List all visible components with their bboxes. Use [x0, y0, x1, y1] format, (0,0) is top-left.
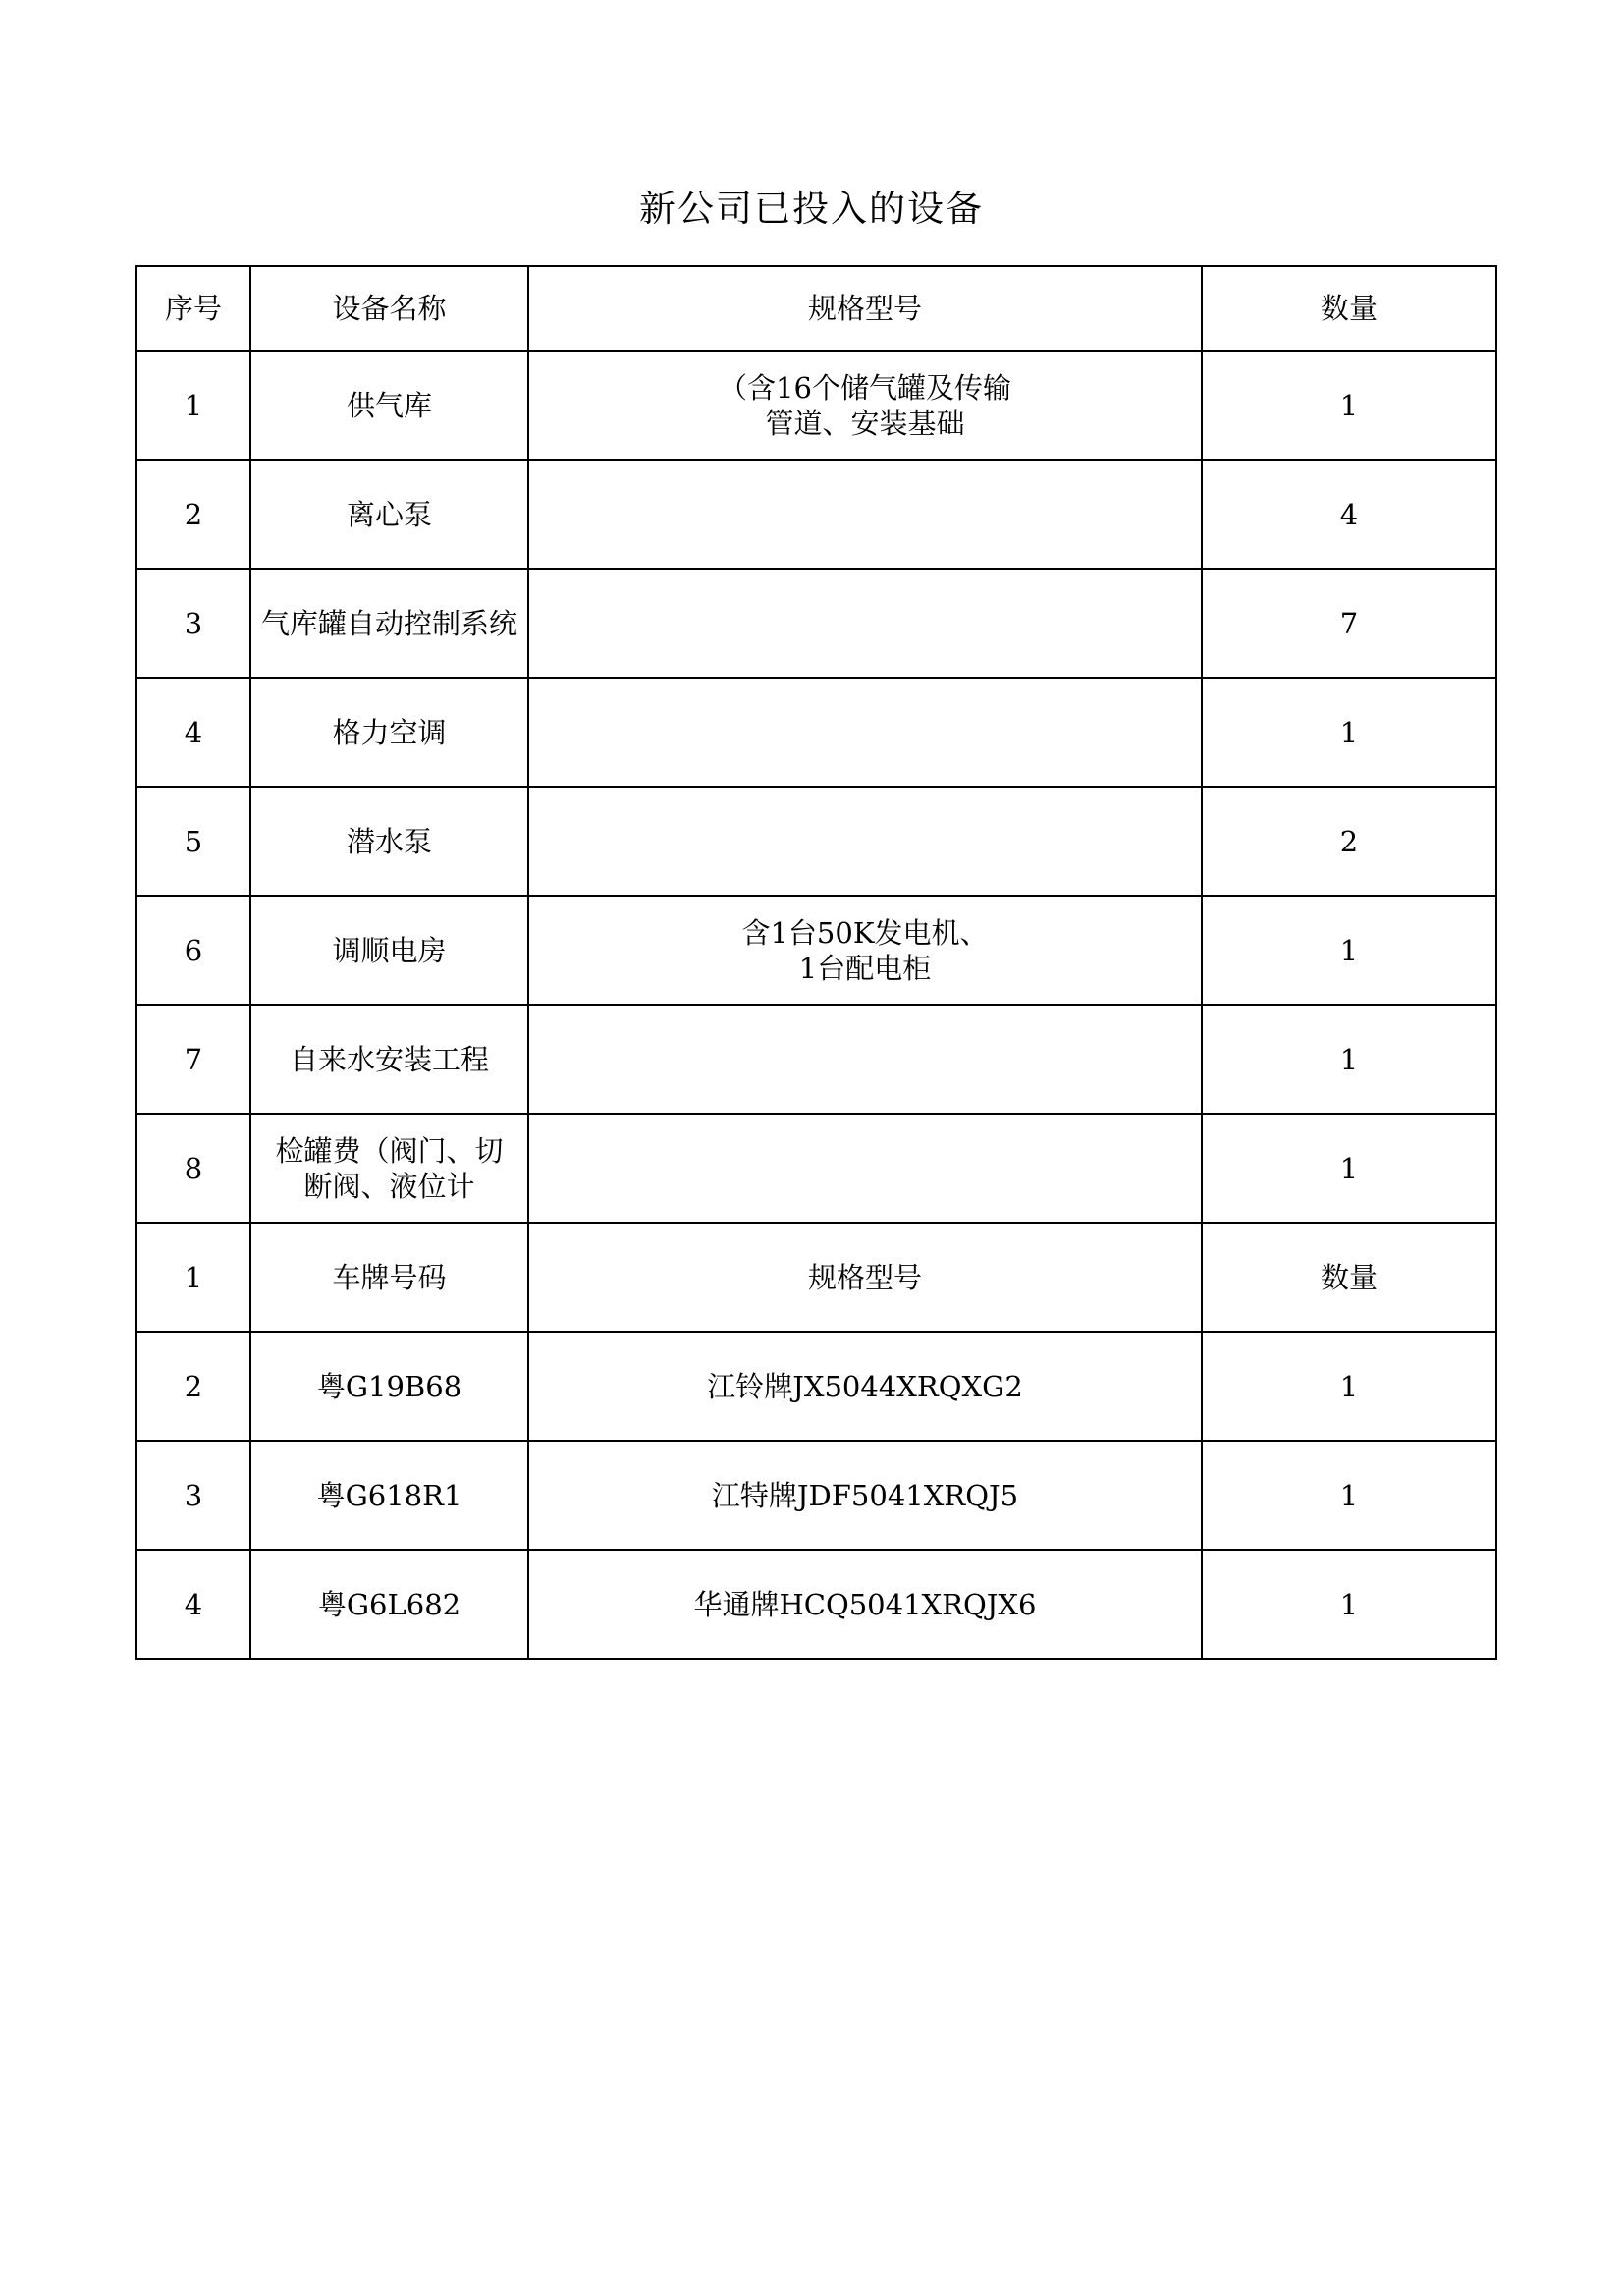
equipment-name-line: 调顺电房: [332, 933, 447, 967]
spec-model-line: 江铃牌JX5044XRQXG2: [707, 1369, 1023, 1403]
spec-model: [528, 1441, 1202, 1550]
table-row: [136, 1441, 1496, 1550]
table-row: [136, 1332, 1496, 1441]
equipment-name: [250, 1332, 528, 1441]
equipment-name: [250, 1005, 528, 1114]
quantity: 1: [1202, 1550, 1496, 1659]
spec-model: [528, 1005, 1202, 1114]
quantity: 7: [1202, 569, 1496, 678]
spec-model: [528, 1114, 1202, 1223]
row-number: 6: [136, 896, 250, 1005]
row-number: 1: [136, 351, 250, 460]
equipment-name: [250, 896, 528, 1005]
equipment-name-line: 自来水安装工程: [289, 1042, 489, 1076]
page-title: 新公司已投入的设备: [639, 188, 984, 230]
equipment-name-line: 格力空调: [332, 715, 447, 749]
table-row: [136, 569, 1496, 678]
header-qty: 数量: [1202, 266, 1496, 351]
equipment-name: [250, 1114, 528, 1223]
quantity: 2: [1202, 787, 1496, 896]
table-row: [136, 678, 1496, 787]
spec-model-line: 管道、安装基础: [765, 406, 965, 440]
row-number: 3: [136, 1441, 250, 1550]
table-row: [136, 1114, 1496, 1223]
table-row: [136, 460, 1496, 569]
table-header-row: [136, 266, 1496, 351]
equipment-name-line: 粤G618R1: [316, 1478, 462, 1512]
row-number: 1: [136, 1223, 250, 1332]
row-number: 2: [136, 460, 250, 569]
equipment-name: [250, 351, 528, 460]
quantity: 1: [1202, 678, 1496, 787]
table-row: [136, 787, 1496, 896]
equipment-table: [135, 265, 1497, 1660]
spec-model: [528, 1550, 1202, 1659]
table-row: [136, 1005, 1496, 1114]
equipment-name: [250, 1223, 528, 1332]
row-number: 2: [136, 1332, 250, 1441]
quantity: 1: [1202, 1332, 1496, 1441]
equipment-name-line: 粤G6L682: [317, 1587, 461, 1621]
spec-model-line: 规格型号: [807, 1260, 922, 1294]
spec-model: [528, 896, 1202, 1005]
spec-model: [528, 460, 1202, 569]
row-number: 8: [136, 1114, 250, 1223]
table-row: [136, 896, 1496, 1005]
equipment-name: [250, 569, 528, 678]
quantity: 4: [1202, 460, 1496, 569]
quantity: 1: [1202, 351, 1496, 460]
row-number: 4: [136, 1550, 250, 1659]
quantity: 1: [1202, 1005, 1496, 1114]
header-name: 设备名称: [250, 266, 528, 351]
equipment-name-line: 车牌号码: [332, 1260, 447, 1294]
row-number: 3: [136, 569, 250, 678]
equipment-name-line: 断阀、液位计: [303, 1169, 475, 1203]
equipment-name-line: 气库罐自动控制系统: [260, 606, 517, 640]
equipment-name-line: 潜水泵: [346, 824, 432, 858]
row-number: 4: [136, 678, 250, 787]
table-row: [136, 1223, 1496, 1332]
quantity: 数量: [1202, 1223, 1496, 1332]
header-spec: 规格型号: [528, 266, 1202, 351]
header-no: 序号: [136, 266, 250, 351]
row-number: 7: [136, 1005, 250, 1114]
table-row: [136, 1550, 1496, 1659]
equipment-name: [250, 1441, 528, 1550]
spec-model-line: 含1台50K发电机、: [741, 915, 989, 950]
table-row: [136, 351, 1496, 460]
spec-model: [528, 1332, 1202, 1441]
spec-model-line: （含16个储气罐及传输: [719, 370, 1011, 405]
spec-model-line: 1台配电柜: [798, 951, 932, 985]
spec-model: [528, 1223, 1202, 1332]
spec-model-line: 江特牌JDF5041XRQJ5: [711, 1478, 1019, 1512]
equipment-name: [250, 460, 528, 569]
equipment-name-line: 供气库: [346, 388, 432, 422]
quantity: 1: [1202, 896, 1496, 1005]
quantity: 1: [1202, 1114, 1496, 1223]
equipment-name-line: 粤G19B68: [316, 1369, 462, 1403]
equipment-name-line: 离心泵: [346, 497, 432, 531]
spec-model: [528, 351, 1202, 460]
equipment-name: [250, 787, 528, 896]
row-number: 5: [136, 787, 250, 896]
spec-model: [528, 569, 1202, 678]
spec-model: [528, 678, 1202, 787]
equipment-name: [250, 678, 528, 787]
spec-model-line: 华通牌HCQ5041XRQJX6: [693, 1587, 1037, 1621]
equipment-name: [250, 1550, 528, 1659]
equipment-name-line: 检罐费（阀门、切: [275, 1133, 504, 1168]
quantity: 1: [1202, 1441, 1496, 1550]
spec-model: [528, 787, 1202, 896]
